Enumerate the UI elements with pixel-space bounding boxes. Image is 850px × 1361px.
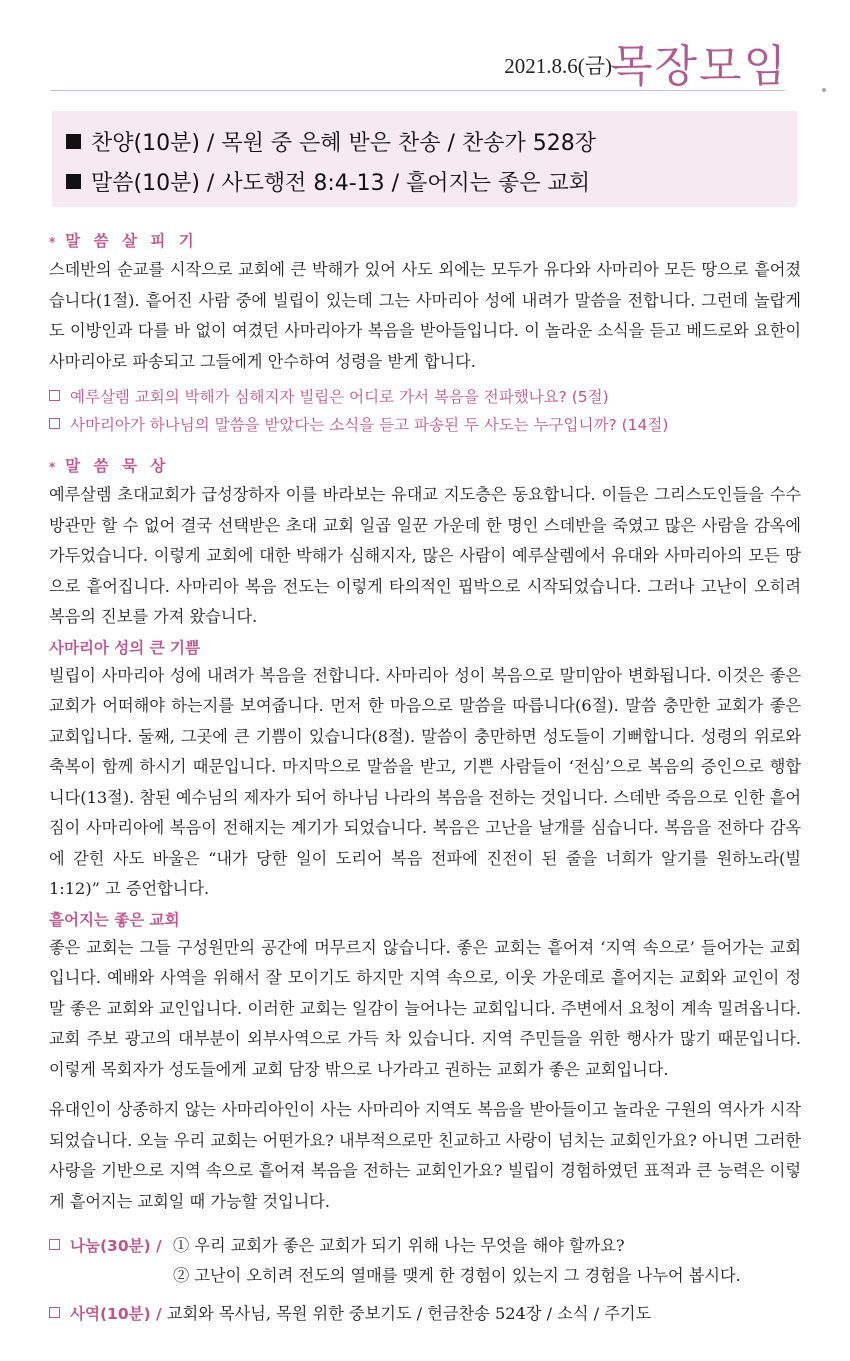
agenda-item-word bbox=[66, 166, 590, 197]
question-item bbox=[49, 411, 801, 439]
asterisk-icon: * bbox=[49, 235, 60, 249]
sharing-question: ② 고난이 오히려 전도의 열매를 맺게 한 경험이 있는지 그 경험을 나누어 봅시다. bbox=[173, 1266, 741, 1285]
section-heading-scatter: 흩어지는 좋은 교회 bbox=[49, 910, 180, 929]
section-heading-meditation bbox=[49, 453, 801, 480]
sharing-row bbox=[49, 1261, 801, 1291]
service-label-text: 사역(10분) / bbox=[70, 1305, 162, 1323]
main-content bbox=[49, 228, 801, 1329]
meeting-date: 2021.8.6(금) bbox=[504, 54, 612, 78]
service-section bbox=[49, 1299, 801, 1329]
sharing-label-text: 나눔(30분) / bbox=[70, 1237, 162, 1255]
agenda-item-praise bbox=[66, 126, 596, 157]
agenda-box bbox=[52, 111, 797, 207]
question-text: 예루살렘 교회의 박해가 심해지자 빌립은 어디로 가서 복음을 전파했나요? (5절) bbox=[70, 388, 609, 406]
page-header bbox=[0, 30, 850, 90]
meditation-paragraph: 예루살렘 초대교회가 급성장하자 이를 바라보는 유대교 지도층은 동요합니다. 이들은 그리스도인들을 수수방관만 할 수 없어 결국 선택받은 초대 교회 일곱 일꾼 가운데 한 명인 스데반을 죽였고 많은 사람을 감옥에 가두었습니다. 이렇게 교회에 대한 박해가 심해지자, 많은 사람이 예루살렘에서 유대와 사마리아의 모든 땅으로 흩어집니다. 사마리아 복음 전도는 이렇게 타의적인 핍박으로 시작되었습니다. 그러나 고난이 오히려 복음의 진보를 가져 왔습니다. bbox=[49, 485, 801, 626]
page-title: 목장모임 bbox=[609, 41, 788, 92]
header-divider bbox=[50, 90, 785, 91]
service-label bbox=[49, 1305, 162, 1323]
checkbox-icon bbox=[49, 390, 60, 401]
question-text: 사마리아가 하나님의 말씀을 받았다는 소식을 듣고 파송된 두 사도는 누구입니까? (14절) bbox=[70, 416, 669, 434]
checkbox-icon bbox=[49, 418, 60, 429]
section-heading-text: 말 씀 묵 상 bbox=[65, 457, 170, 475]
sharing-row bbox=[49, 1231, 801, 1261]
sharing-label bbox=[49, 1231, 173, 1261]
checkbox-icon bbox=[49, 1307, 60, 1318]
scatter-paragraph-2: 유대인이 상종하지 않는 사마리아인이 사는 사마리아 지역도 복음을 받아들이고 놀라운 구원의 역사가 시작되었습니다. 오늘 우리 교회는 어떤가요? 내부적으로만 친교하고 사랑이 넘치는 교회인가요? 아니면 그러한 사랑을 기반으로 지역 속으로 흩어져 복음을 전하는 교회인가요? 빌립이 경험하였던 표적과 큰 능력은 이렇게 흩어지는 교회일 때 가능할 것입니다. bbox=[49, 1100, 801, 1211]
agenda-item-text: 말씀(10분) / 사도행전 8:4-13 / 흩어지는 좋은 교회 bbox=[91, 171, 591, 196]
review-paragraph: 스데반의 순교를 시작으로 교회에 큰 박해가 있어 사도 외에는 모두가 유다와 사마리아 모든 땅으로 흩어졌습니다(1절). 흩어진 사람 중에 빌립이 있는데 그는 사마리아 성에 내려가 말씀을 전합니다. 그런데 놀랍게도 이방인과 다를 바 없이 여겼던 사마리아가 복음을 받아들입니다. 이 놀라운 소식을 듣고 베드로와 요한이 사마리아로 파송되고 그들에게 안수하여 성령을 받게 합니다. bbox=[49, 260, 801, 371]
sharing-section bbox=[49, 1231, 801, 1291]
square-bullet-icon bbox=[66, 134, 81, 149]
scatter-paragraph-1: 좋은 교회는 그들 구성원만의 공간에 머무르지 않습니다. 좋은 교회는 흩어져 ‘지역 속으로’ 들어가는 교회입니다. 예배와 사역을 위해서 잘 모이기도 하지만 지역 속으로, 이웃 가운데로 흩어지는 교회와 교인이 정말 좋은 교회와 교인입니다. 이러한 교회는 일감이 늘어나는 교회입니다. 주변에서 요청이 계속 밀려옵니다. 교회 주보 광고의 대부분이 외부사역으로 가득 차 있습니다. 지역 주민들을 위한 행사가 많기 때문입니다. 이렇게 목회자가 성도들에게 교회 담장 밖으로 나가라고 권하는 교회가 좋은 교회입니다. bbox=[49, 937, 801, 1079]
service-text: 교회와 목사님, 목원 위한 중보기도 / 헌금찬송 524장 / 소식 / 주기도 bbox=[166, 1304, 652, 1323]
agenda-item-text: 찬양(10분) / 목원 중 은혜 받은 찬송 / 찬송가 528장 bbox=[91, 131, 596, 156]
joy-paragraph: 빌립이 사마리아 성에 내려가 복음을 전합니다. 사마리아 성이 복음으로 말미암아 변화됩니다. 이것은 좋은 교회가 어떠해야 하는지를 보여줍니다. 먼저 한 마음으로 말씀을 따릅니다(6절). 말씀 충만한 교회가 좋은 교회입니다. 둘째, 그곳에 큰 기쁨이 있습니다(8절). 말씀이 충만하면 성도들이 기뻐합니다. 성령의 위로와 축복이 함께 하시기 때문입니다. 마지막으로 말씀을 받고, 기쁜 사람들이 ‘전심’으로 복음의 증인으로 행합니다(13절). 참된 예수님의 제자가 되어 하나님 나라의 복음을 전하는 것입니다. 스데반 죽음으로 인한 흩어짐이 사마리아에 복음이 전해지는 계기가 되었습니다. 복음은 고난을 날개를 심습니다. 복음을 전하다 감옥에 갇힌 사도 바울은 “내가 당한 일이 도리어 복음 전파에 진전이 된 줄을 너희가 알기를 원하노라(빌 1:12)” 고 증언합니다. bbox=[49, 665, 801, 898]
square-bullet-icon bbox=[66, 174, 81, 189]
section-heading-joy: 사마리아 성의 큰 기쁨 bbox=[49, 638, 200, 657]
checkbox-icon bbox=[49, 1239, 60, 1250]
asterisk-icon: * bbox=[49, 460, 60, 474]
decorative-dot bbox=[822, 88, 826, 92]
section-heading-text: 말 씀 살 피 기 bbox=[65, 232, 198, 250]
question-item bbox=[49, 383, 801, 411]
section-heading-review bbox=[49, 228, 801, 255]
sharing-question: ① 우리 교회가 좋은 교회가 되기 위해 나는 무엇을 해야 할까요? bbox=[173, 1236, 625, 1255]
